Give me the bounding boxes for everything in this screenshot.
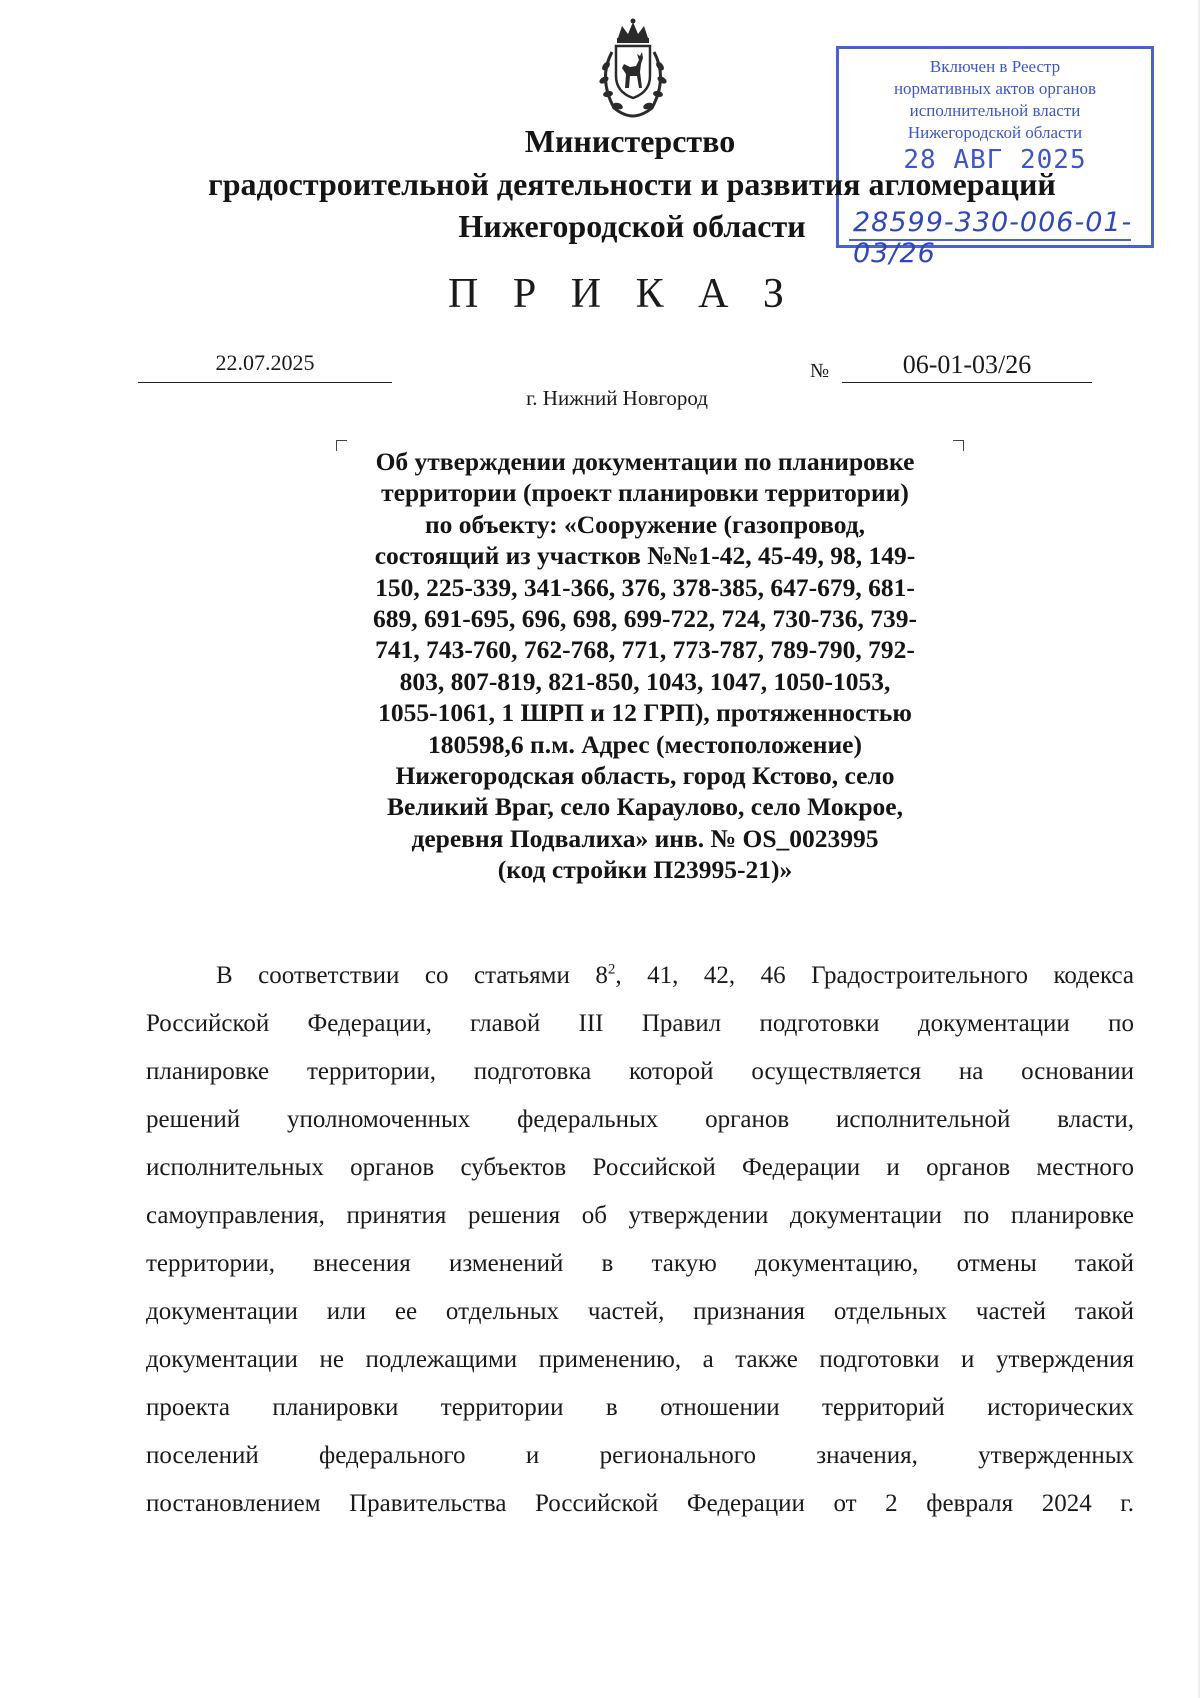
ministry-title-line: градостроительной деятельности и развития агломераций [208,166,1056,202]
stamp-registration-number: 28599-330-006-01-03/26 [853,207,1133,269]
order-number: 06-01-03/26 [902,350,1032,379]
body-line: проекта планировки территории в отношении территорий исторических [146,1394,1134,1421]
number-sign: № [810,360,830,382]
ministry-title-line: Министерство [524,123,736,159]
document-type-heading: П Р И К А З [448,271,796,317]
stamp-date: 28 АВГ 2025 [903,145,1087,175]
stamp-line: Включен в Реестр [929,57,1061,76]
title-line: Об утверждении документации по планировке [375,447,915,476]
title-line: деревня Подвалиха» инв. № OS_0023995 [411,823,879,853]
date-underline [138,382,392,383]
title-line: состоящий из участков №№1-42, 45-49, 98, 149- [374,541,916,571]
body-line: Российской Федерации, главой III Правил подготовки документации по [146,1010,1134,1037]
body-line: исполнительных органов субъектов Российской Федерации и органов местного [146,1154,1134,1181]
body-line: документации или ее отдельных частей, признания отдельных частей такой [146,1298,1134,1325]
order-date: 22.07.2025 [215,350,315,375]
body-text-span: В соответствии со статьями 8 [216,962,608,989]
superscript: 2 [607,961,616,978]
body-line: поселений федерального и регионального значения, утвержденных [146,1442,1134,1469]
body-line [216,962,1134,990]
title-line: по объекту: «Сооружение (газопровод, [424,509,866,539]
title-line: (код стройки П23995-21)» [497,855,793,885]
body-line: постановлением Правительства Российской Федерации от 2 февраля 2024 г. [146,1490,1134,1517]
coat-of-arms-emblem [584,18,682,120]
number-underline [842,382,1092,383]
stamp-line: нормативных актов органов [893,79,1097,98]
issue-city: г. Нижний Новгород [526,386,708,410]
title-line: 180598,6 п.м. Адрес (местоположение) [428,729,862,759]
ministry-title-line: Нижегородской области [458,208,806,244]
title-line: 1055-1061, 1 ШРП и 12 ГРП), протяженностью [378,698,912,728]
title-line: 150, 225-339, 341-366, 376, 378-385, 647-679, 681- [375,572,915,602]
stamp-line: исполнительной власти [909,101,1081,120]
title-line: 741, 743-760, 762-768, 771, 773-787, 789-790, 792- [375,635,915,665]
body-line: планировке территории, подготовка которой осуществляется на основании [146,1058,1134,1085]
body-line: территории, внесения изменений в такую документацию, отмены такой [146,1250,1134,1277]
title-line: территории (проект планировки территории) [381,478,909,508]
title-line: Великий Враг, село Караулово, село Мокрое, [387,792,903,822]
order-subject-title [322,446,968,886]
body-line: документации не подлежащими применению, а также подготовки и утверждения [146,1346,1134,1373]
title-line: 803, 807-819, 821-850, 1043, 1047, 1050-1053, [399,666,891,696]
body-line: самоуправления, принятия решения об утверждении документации по планировке [146,1202,1134,1229]
title-line: 689, 691-695, 696, 698, 699-722, 724, 730-736, 739- [373,604,917,634]
body-text-span: , 41, 42, 46 Градостроительного кодекса [615,962,1134,989]
body-line: решений уполномоченных федеральных органов исполнительной власти, [146,1106,1134,1133]
title-line: Нижегородская область, город Кстово, село [395,761,895,791]
stamp-line: Нижегородской области [907,123,1083,142]
